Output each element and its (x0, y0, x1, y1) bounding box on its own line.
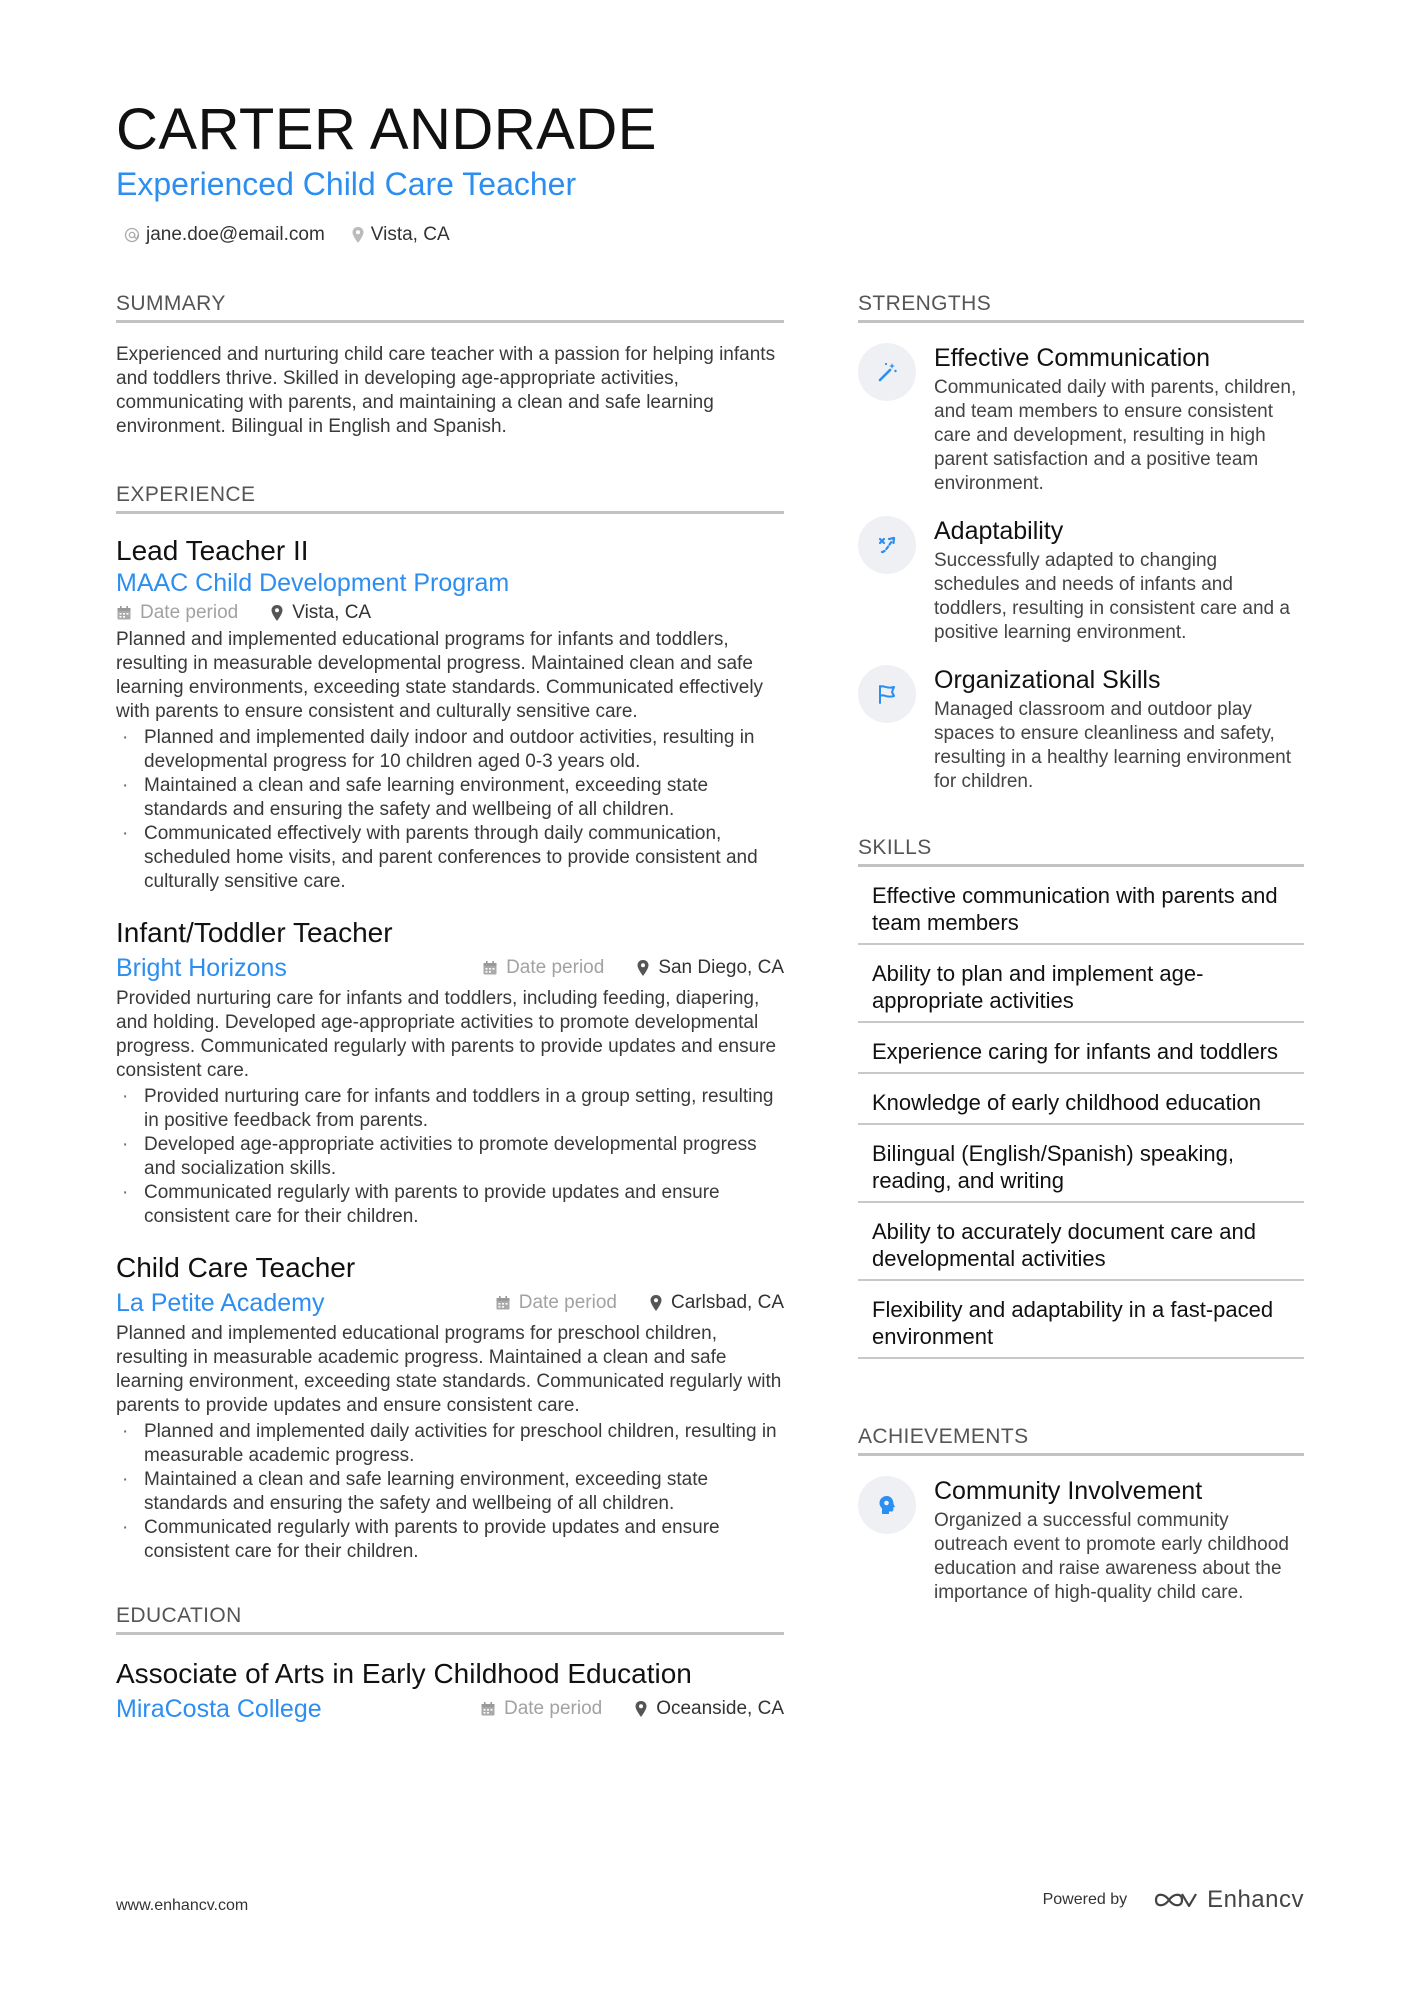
enhancv-logo-icon (1153, 1888, 1199, 1912)
calendar-icon (116, 605, 132, 621)
summary-text: Experienced and nurturing child care teacher with a passion for helping infants and toddlers thrive. Skilled in developing age-appropriate activities, communicating with parents, and maintaining a clean and safe learning environment. Bilingual in English and Spanish. (116, 344, 776, 437)
company-row (116, 1288, 784, 1318)
experience-heading: EXPERIENCE (116, 483, 784, 514)
calendar-icon (480, 1701, 496, 1717)
job-bullets (116, 726, 784, 894)
job-location (649, 1292, 784, 1314)
job-bullet: · Communicated regularly with parents to provide updates and ensure consistent care for their children. (116, 1181, 784, 1229)
contact-email[interactable] (124, 224, 325, 246)
footer-branding[interactable] (1043, 1886, 1304, 1914)
right-column (858, 292, 1304, 1605)
job-bullet: · Developed age-appropriate activities to promote developmental progress and socialization skills. (116, 1133, 784, 1181)
job-date-text: Date period (140, 602, 239, 623)
job-description: Provided nurturing care for infants and toddlers, including feeding, diapering, and holding. Developed age-appropriate activities to promote developmental progress. Communicated regularly with parents to provide updates and ensure consistent care. (116, 988, 777, 1081)
skill-item: Ability to plan and implement age-appropriate activities (858, 945, 1304, 1023)
job-date-text: Date period (506, 957, 605, 978)
company-name: La Petite Academy (116, 1289, 325, 1317)
school-row (116, 1694, 784, 1724)
job-bullet: · Planned and implemented daily activities for preschool children, resulting in measurable academic progress. (116, 1420, 784, 1468)
location-pin-icon (649, 1294, 663, 1312)
head-brain-icon (875, 1493, 899, 1517)
strength-icon-badge (858, 665, 916, 723)
left-column (116, 292, 784, 1724)
skill-item: Flexibility and adaptability in a fast-paced environment (858, 1281, 1304, 1359)
experience-entry (116, 1251, 784, 1564)
education-location-text: Oceanside, CA (656, 1698, 784, 1719)
location-pin-icon (636, 959, 650, 977)
job-meta (495, 1292, 784, 1314)
job-bullet: · Planned and implemented daily indoor and outdoor activities, resulting in developmental progress for 10 children aged 0-3 years old. (116, 726, 784, 774)
job-meta (482, 957, 784, 979)
strength-description: Managed classroom and outdoor play spaces to ensure cleanliness and safety, resulting in a healthy learning environment for children. (934, 699, 1291, 792)
job-location-text: Carlsbad, CA (671, 1292, 784, 1313)
degree-title: Associate of Arts in Early Childhood Education (116, 1658, 692, 1689)
skill-item: Effective communication with parents and team members (858, 867, 1304, 945)
job-location-text: Vista, CA (292, 602, 372, 623)
contact-email-text: jane.doe@email.com (146, 224, 325, 245)
achievement-item (858, 1476, 1304, 1605)
job-title: Child Care Teacher (116, 1252, 356, 1283)
location-pin-icon (351, 226, 365, 244)
education-location (634, 1698, 784, 1720)
strength-item (858, 665, 1304, 794)
job-bullet: · Maintained a clean and safe learning environment, exceeding state standards and ensuring the safety and wellbeing of all children. (116, 774, 784, 822)
job-date (482, 957, 604, 979)
contact-location-text: Vista, CA (370, 224, 450, 245)
contact-bar (124, 224, 476, 246)
strength-title: Organizational Skills (934, 666, 1161, 694)
strength-item (858, 516, 1304, 645)
job-location (636, 957, 784, 979)
magic-wand-icon (875, 360, 899, 384)
flag-icon (875, 682, 899, 706)
education-date-text: Date period (503, 1698, 603, 1719)
job-title: Lead Teacher II (116, 535, 309, 566)
strength-icon-badge (858, 516, 916, 574)
achievement-description: Organized a successful community outreach event to promote early childhood education and raise awareness about the importance of high-quality child care. (934, 1510, 1289, 1603)
strength-description: Successfully adapted to changing schedules and needs of infants and toddlers, resulting in consistent care and a positive learning environment. (934, 550, 1290, 643)
achievement-title: Community Involvement (934, 1477, 1203, 1505)
powered-by-label: Powered by (1042, 1891, 1128, 1908)
company-name: Bright Horizons (116, 954, 287, 982)
skill-item: Experience caring for infants and toddlers (858, 1023, 1304, 1074)
job-description: Planned and implemented educational programs for preschool children, resulting in measurable academic progress. Maintained a clean and safe learning environment, exceeding state standards. Communicated regularly with parents to provide updates and ensure consistent care. (116, 1323, 782, 1416)
job-title: Infant/Toddler Teacher (116, 917, 393, 948)
job-bullet: · Communicated effectively with parents through daily communication, scheduled home visits, and parent conferences to provide consistent and culturally sensitive care. (116, 822, 784, 894)
at-sign-icon (124, 227, 140, 243)
strength-item (858, 343, 1304, 496)
experience-entry (116, 916, 784, 1229)
job-bullet: · Communicated regularly with parents to provide updates and ensure consistent care for their children. (116, 1516, 784, 1564)
job-date-text: Date period (518, 1292, 617, 1313)
summary-heading: SUMMARY (116, 292, 784, 323)
job-date (116, 602, 238, 624)
candidate-role: Experienced Child Care Teacher (116, 166, 577, 202)
school-name: MiraCosta College (116, 1695, 322, 1723)
footer-website-link[interactable]: www.enhancv.com (116, 1897, 249, 1914)
strength-description: Communicated daily with parents, children, and team members to ensure consistent care and development, resulting in high parent satisfaction and a positive team environment. (934, 377, 1297, 494)
skill-item: Bilingual (English/Spanish) speaking, reading, and writing (858, 1125, 1304, 1203)
achievement-icon-badge (858, 1476, 916, 1534)
location-pin-icon (634, 1700, 648, 1718)
calendar-icon (482, 960, 498, 976)
education-heading: EDUCATION (116, 1604, 784, 1635)
job-bullet: · Maintained a clean and safe learning environment, exceeding state standards and ensuring the safety and wellbeing of all children. (116, 1468, 784, 1516)
job-bullets (116, 1085, 784, 1229)
strengths-heading: STRENGTHS (858, 292, 1304, 323)
strength-title: Effective Communication (934, 344, 1211, 372)
education-meta (480, 1698, 784, 1720)
strength-title: Adaptability (934, 517, 1064, 545)
job-bullets (116, 1420, 784, 1564)
strength-icon-badge (858, 343, 916, 401)
location-pin-icon (270, 604, 284, 622)
candidate-name: CARTER ANDRADE (116, 97, 657, 162)
experience-entry (116, 534, 784, 894)
job-meta (116, 602, 784, 624)
company-row (116, 953, 784, 983)
achievements-heading: ACHIEVEMENTS (858, 1425, 1304, 1456)
skill-item: Knowledge of early childhood education (858, 1074, 1304, 1125)
skill-item: Ability to accurately document care and developmental activities (858, 1203, 1304, 1281)
job-description: Planned and implemented educational programs for infants and toddlers, resulting in measurable developmental progress. Maintained clean and safe learning environments, exceeding state standards. Communicated effectively with parents to ensure consistent and culturally sensitive care. (116, 629, 764, 722)
calendar-icon (495, 1295, 511, 1311)
enhancv-brand: Enhancv (1207, 1886, 1304, 1913)
job-location (270, 602, 371, 624)
route-arrows-icon (875, 533, 899, 557)
skills-heading: SKILLS (858, 836, 1304, 867)
job-location-text: San Diego, CA (658, 957, 784, 978)
company-name: MAAC Child Development Program (116, 569, 510, 597)
contact-location (351, 224, 450, 246)
education-date (480, 1698, 602, 1720)
job-date (495, 1292, 617, 1314)
job-bullet: · Provided nurturing care for infants and toddlers in a group setting, resulting in positive feedback from parents. (116, 1085, 784, 1133)
